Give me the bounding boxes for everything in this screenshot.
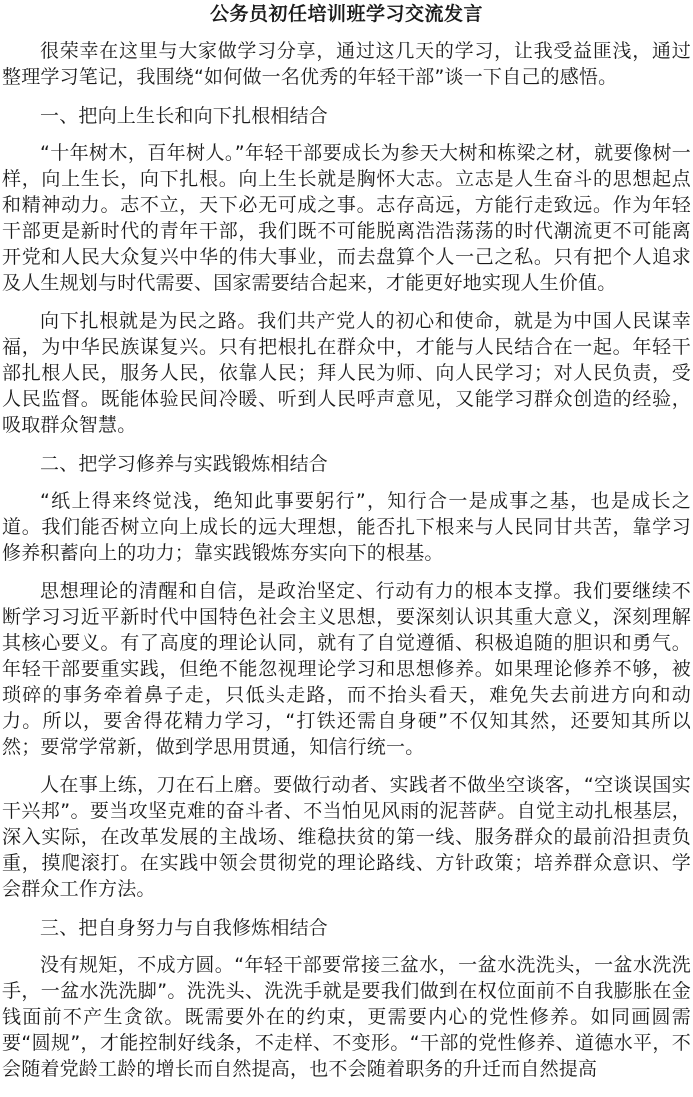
document-title: 公务员初任培训班学习交流发言 <box>209 3 483 25</box>
section-1-paragraph-2: 向下扎根就是为民之路。我们共产党人的初心和使命，就是为中国人民谋幸福，为中华民族谋复兴。只有把根扎在群众中，才能与人民结合在一起。年轻干部扎根人民，服务人民，依靠人民；拜人民为师、向人民学习；对人民负责，受人民监督。既能体验民间冷暖、听到人民呼声意见，又能学习群众创造的经验，吸取群众智慧。 <box>2 310 691 436</box>
section-heading-1: 一、把向上生长和向下扎根相结合 <box>40 105 329 128</box>
section-2-paragraph-1: “纸上得来终觉浅，绝知此事要躬行”，知行合一是成事之基，也是成长之道。我们能否树立向上成长的远大理想，能否扎下根来与人民同甘共苦，靠学习修养积蓄向上的功力；靠实践锻炼夯实向下的根基。 <box>2 490 691 565</box>
section-2-paragraph-2: 思想理论的清醒和自信，是政治坚定、行动有力的根本支撑。我们要继续不断学习习近平新时代中国特色社会主义思想，要深刻认识其重大意义，深刻理解其核心要义。有了高度的理论认同，就有了自觉遵循、积极追随的胆识和勇气。年轻干部要重实践，但绝不能忽视理论学习和思想修养。如果理论修养不够，被琐碎的事务牵着鼻子走，只低头走路，而不抬头看天，难免失去前进方向和动力。所以，要舍得花精力学习，“打铁还需自身硬”不仅知其然，还要知其所以然；要常学常新，做到学思用贯通，知信行统一。 <box>2 580 691 758</box>
section-heading-3: 三、把自身努力与自我修炼相结合 <box>40 916 329 939</box>
section-heading-2: 二、把学习修养与实践锻炼相结合 <box>40 452 329 475</box>
section-2-paragraph-3: 人在事上练，刀在石上磨。要做行动者、实践者不做坐空谈客，“空谈误国实干兴邦”。要当攻坚克难的奋斗者、不当怕见风雨的泥菩萨。自觉主动扎根基层，深入实际，在改革发展的主战场、维稳扶贫的第一线、服务群众的最前沿担责负重，摸爬滚打。在实践中领会贯彻党的理论路线、方针政策；培养群众意识、学会群众工作方法。 <box>2 773 691 900</box>
intro-paragraph: 很荣幸在这里与大家做学习分享，通过这几天的学习，让我受益匪浅，通过整理学习笔记，我围绕“如何做一名优秀的年轻干部”谈一下自己的感悟。 <box>2 40 691 88</box>
section-3-paragraph-1: 没有规矩，不成方圆。“年轻干部要常接三盆水，一盆水洗洗头，一盆水洗洗手，一盆水洗洗脚”。洗洗头、洗洗手就是要我们做到在权位面前不自我膨胀在金钱面前不产生贪欲。既需要外在的约束，更需要内心的党性修养。如同画圆需要“圆规”，才能控制好线条，不走样、不变形。“干部的党性修养、道德水平，不会随着党龄工龄的增长而自然提高，也不会随着职务的升迁而自然提高 <box>2 954 691 1080</box>
section-1-paragraph-1: “十年树木，百年树人。”年轻干部要成长为参天大树和栋梁之材，就要像树一样，向上生长，向下扎根。向上生长就是胸怀大志。立志是人生奋斗的思想起点和精神动力。志不立，天下必无可成之事。志存高远，方能行走致远。作为年轻干部更是新时代的青年干部，我们既不可能脱离浩浩荡荡的时代潮流更不可能离开党和人民大众复兴中华的伟大事业，而去盘算个人一己之私。只有把个人追求及人生规划与时代需要、国家需要结合起来，才能更好地实现人生价值。 <box>2 142 691 294</box>
